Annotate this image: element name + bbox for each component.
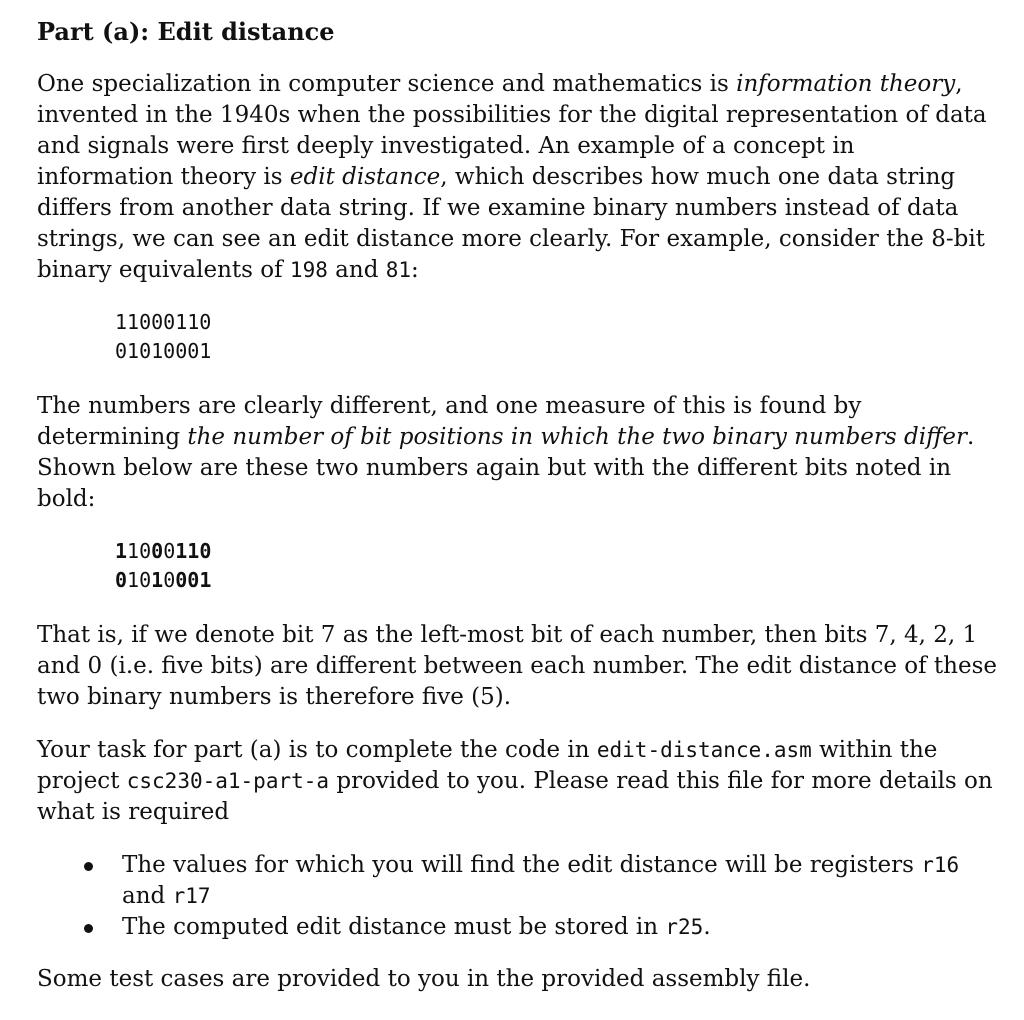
intro-text-5: : (411, 257, 419, 283)
binary-bold-block (115, 537, 997, 595)
bit-segment: 110 (175, 539, 212, 563)
bit-segment: 0 (163, 539, 176, 563)
task-filename: edit-distance.asm (596, 738, 812, 762)
register-r16: r16 (921, 853, 960, 877)
binary-plain-line-2: 01010001 (115, 339, 212, 363)
bit-segment: 0 (151, 539, 164, 563)
bullet-text: The computed edit distance must be stored in (122, 914, 666, 940)
measure-text-1: The numbers are clearly different, and one measure of this is found by determining (37, 393, 862, 450)
bit-segment: 0 (139, 568, 152, 592)
intro-paragraph (37, 69, 997, 286)
bullet-icon (84, 862, 93, 871)
bit-segment: 1 (151, 568, 164, 592)
binary-bold-line-2 (115, 566, 997, 595)
measure-italic: the number of bit positions in which the two binary numbers differ (187, 424, 968, 450)
task-text-1: Your task for part (a) is to complete the code in (37, 737, 597, 763)
intro-text-3: , which describes how much one data string differs from another data string. If we examine binary numbers instead of data strings, we can see an edit distance more clearly. For example, consider the 8-bit binary equivalents of (37, 164, 985, 283)
bullet-text: and (122, 883, 173, 909)
requirements-list (37, 850, 997, 943)
register-r17: r17 (172, 884, 211, 908)
closing-paragraph: Some test cases are provided to you in the provided assembly file. (37, 966, 811, 992)
binary-plain-line-1: 11000110 (115, 310, 212, 334)
intro-italic-1: information theory (736, 71, 956, 97)
bullet-text: . (703, 914, 711, 940)
task-paragraph (37, 735, 997, 828)
binary-bold-line-1 (115, 537, 997, 566)
intro-number-81: 81 (385, 258, 412, 282)
document-page (37, 14, 997, 995)
bit-segment: 1 (127, 539, 140, 563)
list-item (37, 850, 997, 912)
bit-segment: 1 (127, 568, 140, 592)
task-text-2: within the project (37, 737, 938, 794)
binary-plain-block (115, 308, 997, 366)
register-r25: r25 (665, 915, 704, 939)
intro-italic-2: edit distance (289, 164, 441, 190)
bullet-text: The values for which you will find the edit distance will be registers (122, 852, 922, 878)
bullet-icon (84, 924, 93, 933)
bit-segment: 001 (175, 568, 212, 592)
section-heading: Part (a): Edit distance (37, 17, 335, 46)
bit-segment: 1 (115, 539, 128, 563)
bit-segment: 0 (163, 568, 176, 592)
task-project-name: csc230-a1-part-a (126, 769, 330, 793)
intro-text-1: One specialization in computer science and mathematics is (37, 71, 737, 97)
bit-segment: 0 (139, 539, 152, 563)
list-item (37, 912, 997, 943)
bit-segment: 0 (115, 568, 128, 592)
explanation-paragraph: That is, if we denote bit 7 as the left-most bit of each number, then bits 7, 4, 2, 1 and 0 (i.e. five bits) are different between each number. The edit distance of these two binary numbers is therefore five (5). (37, 622, 998, 710)
intro-text-4: and (327, 257, 386, 283)
measure-text-2: . Shown below are these two numbers again but with the different bits noted in bold: (37, 424, 975, 512)
intro-number-198: 198 (289, 258, 328, 282)
measure-paragraph (37, 391, 997, 515)
task-text-3: provided to you. Please read this file for more details on what is required (37, 768, 993, 825)
intro-text-2: , invented in the 1940s when the possibilities for the digital representation of data and signals were first deeply investigated. An example of a concept in information theory is (37, 71, 987, 190)
